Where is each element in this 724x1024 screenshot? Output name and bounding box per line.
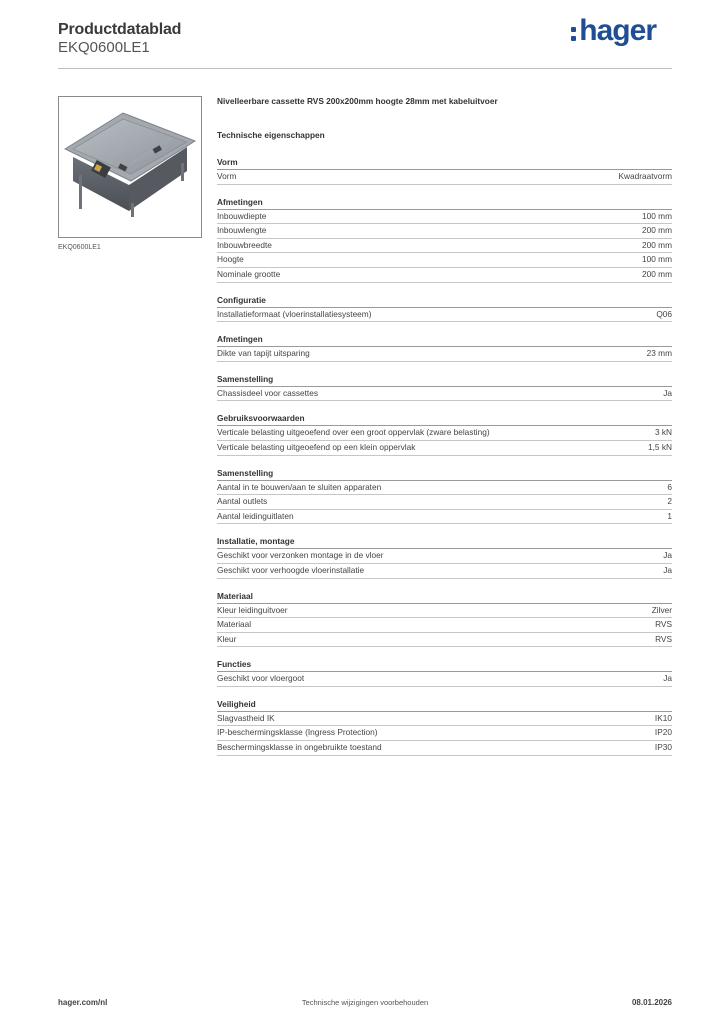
spec-row <box>217 564 672 579</box>
spec-value: 100 mm <box>642 210 672 221</box>
spec-value: 200 mm <box>642 239 672 250</box>
spec-row <box>217 253 672 268</box>
spec-section <box>217 294 672 323</box>
footer-website[interactable]: hager.com/nl <box>58 998 108 1007</box>
spec-label: Geschikt voor verzonken montage in de vloer <box>217 550 384 561</box>
section-title: Afmetingen <box>217 196 672 210</box>
tech-heading: Technische eigenschappen <box>217 130 325 140</box>
spec-section <box>217 698 672 756</box>
spec-section <box>217 590 672 648</box>
hager-logo <box>571 12 656 50</box>
section-title: Afmetingen <box>217 333 672 347</box>
section-title: Samenstelling <box>217 467 672 481</box>
spec-value: Kwadraatvorm <box>618 171 672 181</box>
spec-section <box>217 658 672 687</box>
spec-label: Kleur leidinguitvoer <box>217 604 288 615</box>
spec-value: 3 kN <box>654 427 672 438</box>
spec-content <box>217 96 672 756</box>
spec-section <box>217 373 672 402</box>
spec-value: IK10 <box>654 712 672 723</box>
spec-row <box>217 268 672 283</box>
spec-row <box>217 239 672 254</box>
spec-label: Vorm <box>217 171 237 181</box>
logo-dots-icon <box>571 27 576 41</box>
spec-row <box>217 210 672 225</box>
spec-label: Dikte van tapijt uitsparing <box>217 348 310 359</box>
spec-value: Zilver <box>651 604 672 615</box>
spec-value: 2 <box>667 496 672 507</box>
spec-row <box>217 672 672 687</box>
spec-section <box>217 196 672 283</box>
section-title: Vorm <box>217 156 672 170</box>
spec-label: Nominale grootte <box>217 268 281 279</box>
spec-label: Slagvastheid IK <box>217 712 275 723</box>
spec-row <box>217 441 672 456</box>
spec-value: 200 mm <box>642 225 672 236</box>
spec-label: Aantal outlets <box>217 496 268 507</box>
spec-label: Hoogte <box>217 254 244 265</box>
spec-row <box>217 549 672 564</box>
spec-value: IP20 <box>654 727 672 738</box>
spec-value: RVS <box>655 619 672 630</box>
spec-value: 23 mm <box>646 348 672 359</box>
section-title: Veiligheid <box>217 698 672 712</box>
spec-value: RVS <box>655 633 672 644</box>
spec-label: Verticale belasting uitgeoefend over een groot oppervlak (zware belasting) <box>217 427 490 438</box>
spec-label: IP-beschermingsklasse (Ingress Protection) <box>217 727 378 738</box>
section-title: Samenstelling <box>217 373 672 387</box>
spec-section <box>217 535 672 578</box>
spec-label: Installatieformaat (vloerinstallatiesysteem) <box>217 308 372 319</box>
product-code: EKQ0600LE1 <box>58 39 150 56</box>
spec-row <box>217 170 672 185</box>
spec-label: Inbouwdiepte <box>217 210 267 221</box>
spec-section <box>217 156 672 185</box>
spec-row <box>217 495 672 510</box>
spec-value: Ja <box>663 673 672 684</box>
footer-date: 08.01.2026 <box>631 998 672 1007</box>
spec-row <box>217 426 672 441</box>
section-title: Installatie, montage <box>217 535 672 549</box>
spec-row <box>217 604 672 619</box>
spec-value: 1 <box>667 510 672 521</box>
spec-value: Ja <box>663 550 672 561</box>
spec-label: Kleur <box>217 633 237 644</box>
spec-value: 6 <box>667 481 672 492</box>
spec-value: 100 mm <box>642 254 672 265</box>
spec-row <box>217 741 672 756</box>
spec-label: Beschermingsklasse in ongebruikte toestand <box>217 742 382 753</box>
spec-row <box>217 618 672 633</box>
spec-label: Geschikt voor vloergoot <box>217 673 305 684</box>
product-image <box>58 96 202 238</box>
product-description: Nivelleerbare cassette RVS 200x200mm hoogte 28mm met kabeluitvoer <box>217 96 498 106</box>
spec-row <box>217 224 672 239</box>
spec-label: Inbouwbreedte <box>217 239 272 250</box>
spec-row <box>217 510 672 525</box>
logo-text: hager <box>579 14 656 47</box>
spec-value: IP30 <box>654 742 672 753</box>
spec-label: Aantal in te bouwen/aan te sluiten apparaten <box>217 481 382 492</box>
spec-row <box>217 726 672 741</box>
spec-row <box>217 387 672 402</box>
spec-value: Ja <box>663 387 672 398</box>
spec-row <box>217 712 672 727</box>
spec-value: 200 mm <box>642 268 672 279</box>
spec-label: Chassisdeel voor cassettes <box>217 387 318 398</box>
spec-label: Aantal leidinguitlaten <box>217 510 294 521</box>
spec-value: Q06 <box>656 308 672 319</box>
section-title: Configuratie <box>217 294 672 308</box>
floor-box-icon <box>59 97 201 237</box>
spec-section <box>217 333 672 362</box>
image-caption: EKQ0600LE1 <box>58 244 101 251</box>
spec-label: Inbouwlengte <box>217 225 267 236</box>
footer-disclaimer: Technische wijzigingen voorbehouden <box>301 998 429 1007</box>
section-title: Materiaal <box>217 590 672 604</box>
page-title: Productdatablad <box>58 21 182 38</box>
section-title: Gebruiksvoorwaarden <box>217 412 672 426</box>
spec-label: Verticale belasting uitgeoefend op een klein oppervlak <box>217 441 416 452</box>
spec-section <box>217 412 672 455</box>
spec-row <box>217 347 672 362</box>
header-divider <box>58 68 672 69</box>
spec-sections <box>217 156 672 756</box>
spec-label: Geschikt voor verhoogde vloerinstallatie <box>217 564 365 575</box>
spec-value: 1,5 kN <box>648 441 672 452</box>
spec-label: Materiaal <box>217 619 252 630</box>
spec-row <box>217 308 672 323</box>
spec-row <box>217 481 672 496</box>
spec-section <box>217 467 672 525</box>
section-title: Functies <box>217 658 672 672</box>
spec-row <box>217 633 672 648</box>
spec-value: Ja <box>663 564 672 575</box>
